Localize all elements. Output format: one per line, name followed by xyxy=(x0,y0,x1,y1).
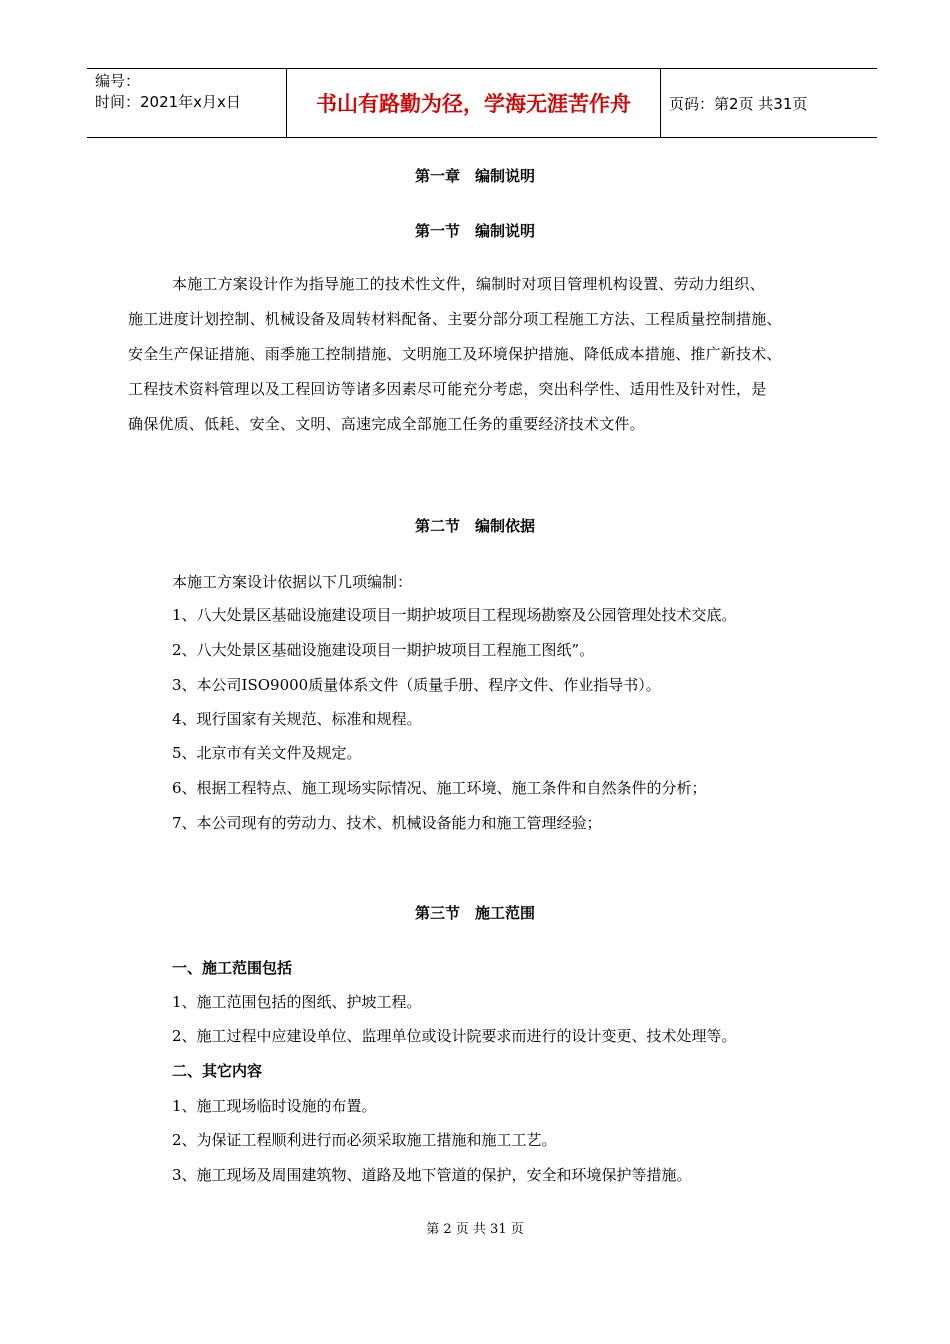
basis-item: 6、根据工程特点、施工现场实际情况、施工环境、施工条件和自然条件的分析； xyxy=(172,779,707,797)
section-2-intro: 本施工方案设计依据以下几项编制： xyxy=(172,573,413,591)
section-2-title: 第二节 编制依据 xyxy=(414,517,535,535)
scope-item: 1、施工范围包括的图纸、护坡工程。 xyxy=(172,993,422,1011)
header-page-number: 页码：第2页 共31页 xyxy=(669,94,808,113)
basis-item: 1、八大处景区基础设施建设项目一期护坡项目工程现场勘察及公园管理处技术交底。 xyxy=(172,606,737,624)
basis-item: 2、八大处景区基础设施建设项目一期护坡项目工程施工图纸”。 xyxy=(172,641,595,659)
other-content-subheading: 二、其它内容 xyxy=(172,1062,263,1080)
other-content-item: 3、施工现场及周围建筑物、道路及地下管道的保护，安全和环境保护等措施。 xyxy=(172,1166,692,1184)
document-number-label: 编号： xyxy=(95,72,141,90)
paragraph-line: 工程技术资料管理以及工程回访等诸多因素尽可能充分考虑，突出科学性、适用性及针对性，是 xyxy=(128,380,767,398)
chapter-title: 第一章 编制说明 xyxy=(414,167,535,185)
other-content-item: 2、为保证工程顺利进行而必须采取施工措施和施工工艺。 xyxy=(172,1131,557,1149)
basis-item: 4、现行国家有关规范、标准和规程。 xyxy=(172,710,422,728)
section-3-title: 第三节 施工范围 xyxy=(414,904,535,922)
paragraph-line: 本施工方案设计作为指导施工的技术性文件，编制时对项目管理机构设置、劳动力组织、 xyxy=(172,275,765,293)
basis-item: 7、本公司现有的劳动力、技术、机械设备能力和施工管理经验； xyxy=(172,814,602,832)
section-1-title: 第一节 编制说明 xyxy=(414,222,535,240)
header-motto: 书山有路勤为径，学海无涯苦作舟 xyxy=(287,69,661,137)
basis-item: 3、本公司ISO9000质量体系文件（质量手册、程序文件、作业指导书）。 xyxy=(172,676,661,694)
section-1-paragraph xyxy=(128,267,848,442)
paragraph-line: 确保优质、低耗、安全、文明、高速完成全部施工任务的重要经济技术文件。 xyxy=(128,415,645,433)
header-meta-cell xyxy=(87,69,287,137)
basis-item: 5、北京市有关文件及规定。 xyxy=(172,744,362,762)
header-table xyxy=(87,68,877,138)
scope-subheading: 一、施工范围包括 xyxy=(172,959,293,977)
paragraph-line: 施工进度计划控制、机械设备及周转材料配备、主要分部分项工程施工方法、工程质量控制措施、 xyxy=(128,310,782,328)
document-time-label: 时间：2021年x月x日 xyxy=(95,93,241,111)
scope-item: 2、施工过程中应建设单位、监理单位或设计院要求而进行的设计变更、技术处理等。 xyxy=(172,1027,737,1045)
other-content-item: 1、施工现场临时设施的布置。 xyxy=(172,1097,377,1115)
paragraph-line: 安全生产保证措施、雨季施工控制措施、文明施工及环境保护措施、降低成本措施、推广新技术、 xyxy=(128,345,782,363)
page-footer: 第 2 页 共 31 页 xyxy=(426,1222,524,1237)
